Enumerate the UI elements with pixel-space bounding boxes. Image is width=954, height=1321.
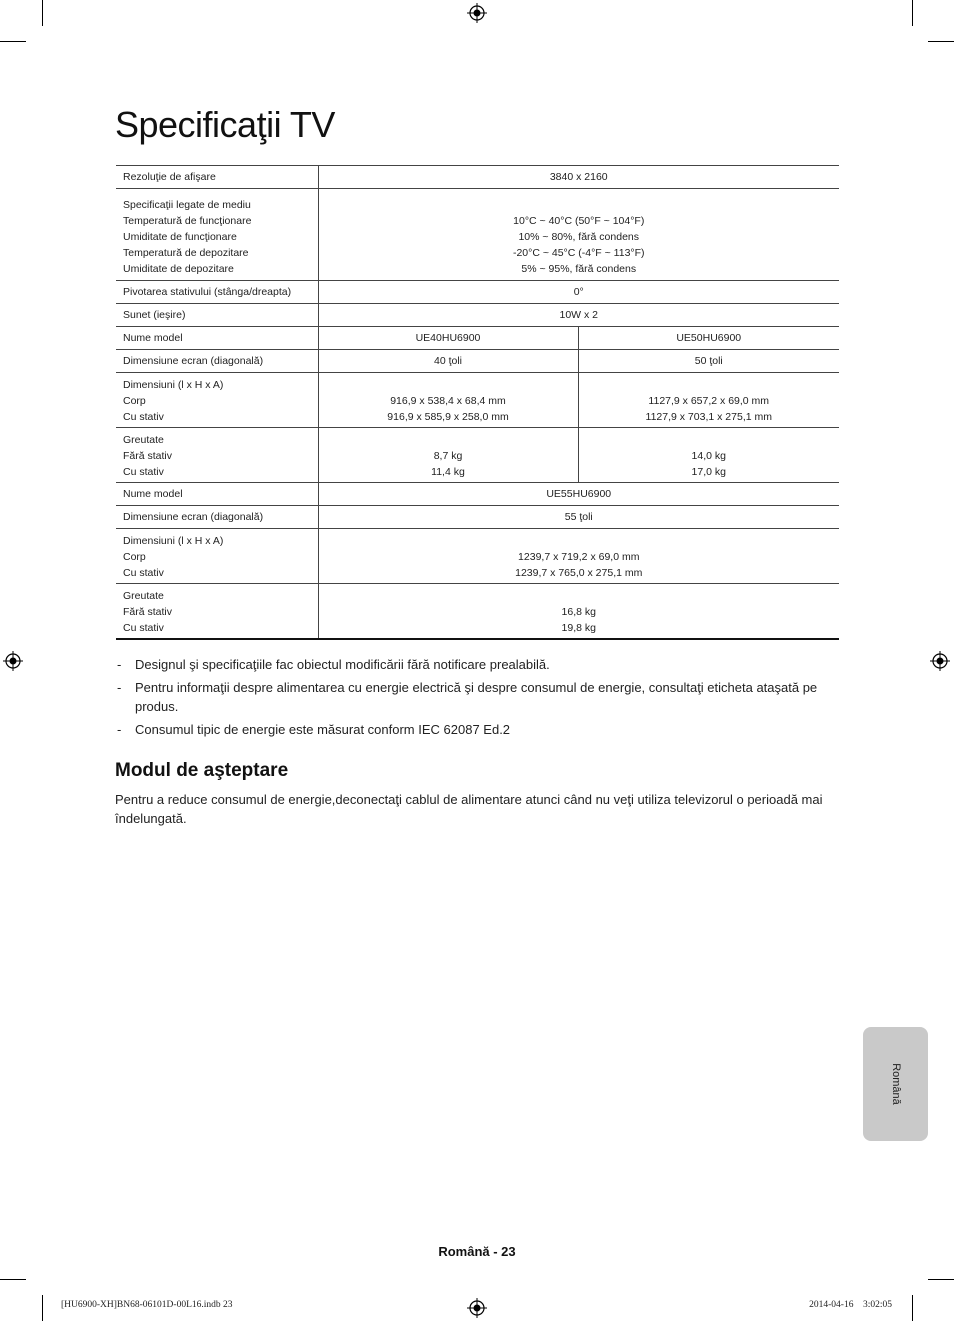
crop-mark bbox=[928, 41, 954, 42]
table-row bbox=[116, 189, 839, 281]
list-item: - Consumul tipic de energie este măsurat conform IEC 62087 Ed.2 bbox=[117, 722, 511, 737]
language-tab bbox=[863, 1027, 928, 1141]
row-label: Pivotarea stativului (stânga/dreapta) bbox=[116, 281, 318, 304]
table-row bbox=[116, 506, 839, 529]
row-value: 40 ţoli bbox=[318, 350, 578, 373]
table-row bbox=[116, 350, 839, 373]
row-value: 8,7 kg 11,4 kg bbox=[318, 428, 578, 483]
crop-mark bbox=[0, 41, 26, 42]
row-value: UE50HU6900 bbox=[578, 327, 839, 350]
registration-mark-icon bbox=[3, 651, 23, 671]
crop-mark bbox=[912, 1295, 913, 1321]
row-label: Sunet (ieşire) bbox=[116, 304, 318, 327]
crop-mark bbox=[0, 1279, 26, 1280]
row-value: 1127,9 x 657,2 x 69,0 mm 1127,9 x 703,1 x 275,1 mm bbox=[578, 373, 839, 428]
section-heading: Modul de aşteptare bbox=[115, 760, 289, 781]
row-value: 3840 x 2160 bbox=[318, 166, 839, 189]
language-tab-label: Română bbox=[889, 1063, 902, 1105]
row-value: 10W x 2 bbox=[318, 304, 839, 327]
table-row bbox=[116, 327, 839, 350]
row-value: 916,9 x 538,4 x 68,4 mm 916,9 x 585,9 x 258,0 mm bbox=[318, 373, 578, 428]
imprint-file: [HU6900-XH]BN68-06101D-00L16.indb 23 bbox=[61, 1300, 233, 1310]
row-value: UE40HU6900 bbox=[318, 327, 578, 350]
row-label: Greutate Fără stativ Cu stativ bbox=[116, 428, 318, 483]
row-value: 0° bbox=[318, 281, 839, 304]
spec-table bbox=[116, 165, 839, 640]
row-label: Dimensiune ecran (diagonală) bbox=[116, 506, 318, 529]
row-label: Dimensiuni (l x H x A) Corp Cu stativ bbox=[116, 529, 318, 584]
table-row bbox=[116, 304, 839, 327]
registration-mark-icon bbox=[467, 1298, 487, 1318]
registration-mark-icon bbox=[467, 3, 487, 23]
list-item: - Pentru informaţii despre alimentarea cu energie electrică şi despre consumul de energie, consultaţi eticheta ataşată pe produs. bbox=[117, 680, 818, 714]
notes-list bbox=[116, 655, 836, 743]
section-paragraph: Pentru a reduce consumul de energie,deconectaţi cablul de alimentare atunci când nu veţi utiliza televizorul o perioadă mai îndelungată. bbox=[115, 792, 823, 826]
crop-mark bbox=[912, 0, 913, 26]
row-value: 16,8 kg 19,8 kg bbox=[318, 584, 839, 639]
row-value: 1239,7 x 719,2 x 69,0 mm 1239,7 x 765,0 x 275,1 mm bbox=[318, 529, 839, 584]
row-label: Dimensiune ecran (diagonală) bbox=[116, 350, 318, 373]
table-row bbox=[116, 529, 839, 584]
table-row bbox=[116, 584, 839, 639]
row-label: Nume model bbox=[116, 483, 318, 506]
row-value: 55 ţoli bbox=[318, 506, 839, 529]
page-title: Specificaţii TV bbox=[115, 104, 335, 145]
table-row bbox=[116, 166, 839, 189]
row-label: Nume model bbox=[116, 327, 318, 350]
row-label: Rezoluţie de afişare bbox=[116, 166, 318, 189]
imprint-date: 2014-04-16 3:02:05 bbox=[809, 1300, 892, 1310]
crop-mark bbox=[42, 0, 43, 26]
row-value: 50 ţoli bbox=[578, 350, 839, 373]
table-row bbox=[116, 428, 839, 483]
table-row bbox=[116, 373, 839, 428]
crop-mark bbox=[42, 1295, 43, 1321]
row-label: Dimensiuni (l x H x A) Corp Cu stativ bbox=[116, 373, 318, 428]
registration-mark-icon bbox=[930, 651, 950, 671]
row-label: Specificaţii legate de mediu Temperatură de funcţionare Umiditate de funcţionare Temperatură de depozitare Umiditate de depozitare bbox=[116, 189, 318, 281]
row-label: Greutate Fără stativ Cu stativ bbox=[116, 584, 318, 639]
table-row bbox=[116, 281, 839, 304]
table-row bbox=[116, 483, 839, 506]
row-value: UE55HU6900 bbox=[318, 483, 839, 506]
crop-mark bbox=[928, 1279, 954, 1280]
page-number: Română - 23 bbox=[438, 1244, 516, 1259]
list-item: - Designul şi specificaţiile fac obiectul modificării fără notificare prealabilă. bbox=[117, 657, 550, 672]
row-value: 10°C ~ 40°C (50°F ~ 104°F) 10% ~ 80%, fără condens -20°C ~ 45°C (-4°F ~ 113°F) 5% ~ 95%, fără condens bbox=[318, 189, 839, 281]
row-value: 14,0 kg 17,0 kg bbox=[578, 428, 839, 483]
